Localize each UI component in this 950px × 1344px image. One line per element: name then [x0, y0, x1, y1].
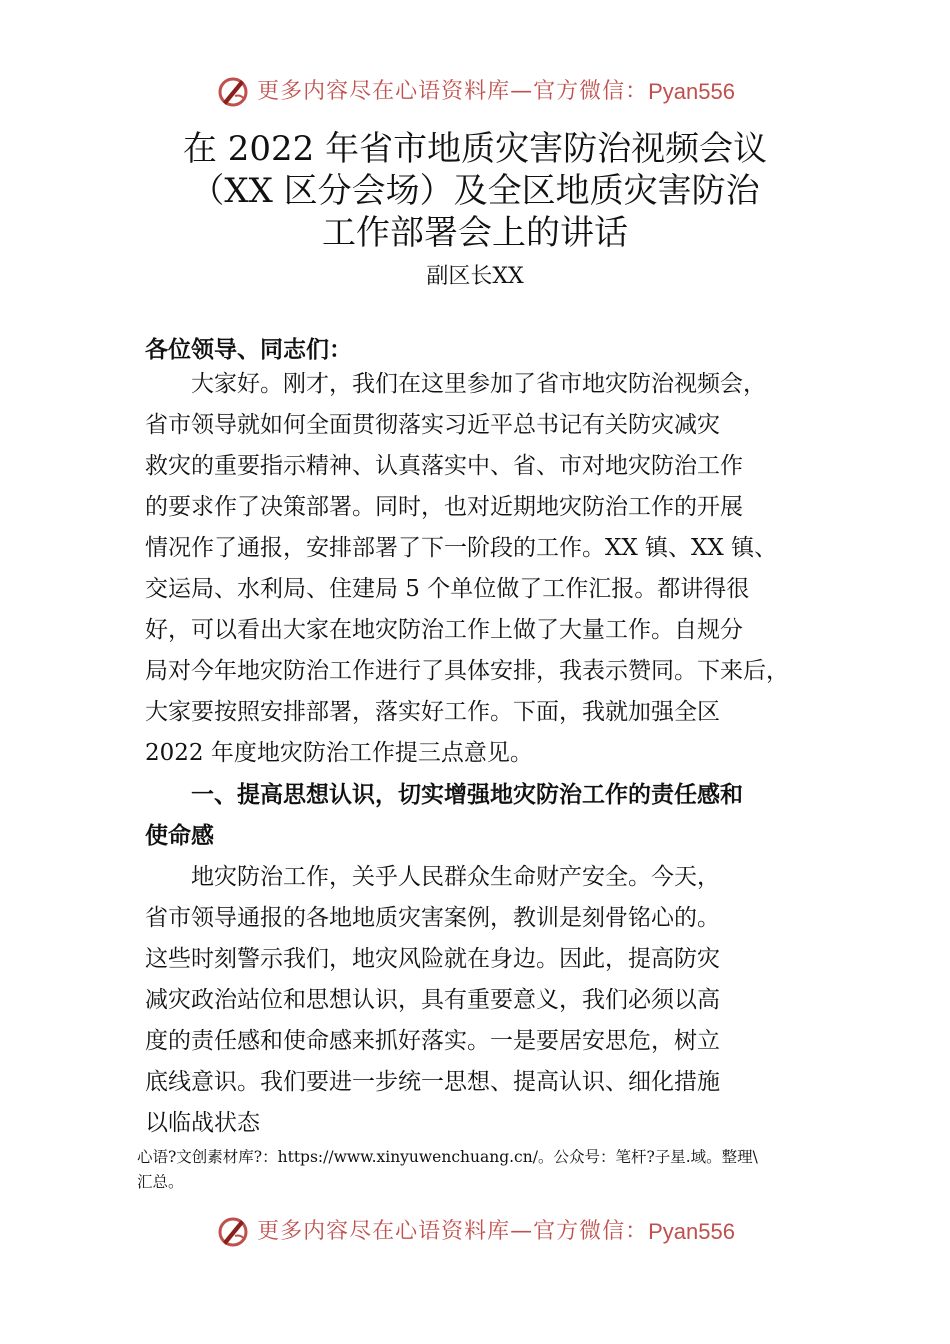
text-line: 的要求作了决策部署。同时，也对近期地灾防治工作的开展 — [145, 494, 743, 520]
heading-line: 使命感 — [145, 823, 214, 849]
salutation: 各位领导、同志们： — [145, 337, 352, 363]
banner-text: 更多内容尽在心语资料库—官方微信： — [257, 79, 649, 104]
text-line: 大家好。刚才，我们在这里参加了省市地灾防治视频会， — [145, 371, 766, 397]
text-line: 救灾的重要指示精神、认真落实中、省、市对地灾防治工作 — [145, 453, 743, 479]
text-line: 省市领导就如何全面贯彻落实习近平总书记有关防灾减灾 — [145, 412, 720, 438]
text-line: 减灾政治站位和思想认识，具有重要意义，我们必须以高 — [145, 987, 720, 1013]
footer-banner — [0, 1212, 950, 1252]
banner-wechat-id: Pyan556 — [648, 79, 735, 104]
text-line: 省市领导通报的各地地质灾害案例，教训是刻骨铭心的。 — [145, 905, 720, 931]
logo-icon — [215, 74, 251, 110]
text-line: 情况作了通报，安排部署了下一阶段的工作。XX 镇、XX 镇、 — [145, 535, 778, 561]
text-line: 以临战状态 — [145, 1110, 260, 1136]
author: 副区长XX — [426, 264, 524, 289]
banner-wechat-id: Pyan556 — [648, 1219, 735, 1244]
text-line: 大家要按照安排部署，落实好工作。下面，我就加强全区 — [145, 699, 720, 725]
text-line: 度的责任感和使命感来抓好落实。一是要居安思危，树立 — [145, 1028, 720, 1054]
title-line-3: 工作部署会上的讲话 — [322, 213, 628, 253]
text-line: 局对今年地灾防治工作进行了具体安排，我表示赞同。下来后， — [145, 658, 789, 684]
header-banner — [0, 72, 950, 112]
text-line: 好，可以看出大家在地灾防治工作上做了大量工作。自规分 — [145, 617, 743, 643]
banner-text: 更多内容尽在心语资料库—官方微信： — [257, 1219, 649, 1244]
text-line: 底线意识。我们要进一步统一思想、提高认识、细化措施 — [145, 1069, 720, 1095]
title-line-1: 在 2022 年省市地质灾害防治视频会议 — [182, 129, 768, 169]
text-line: 这些时刻警示我们，地灾风险就在身边。因此，提高防灾 — [145, 946, 720, 972]
text-line: 交运局、水利局、住建局 5 个单位做了工作汇报。都讲得很 — [145, 576, 750, 602]
footnote-line-2: 汇总。 — [137, 1173, 184, 1191]
footnote-line-1: 心语?文创素材库?：https://www.xinyuwenchuang.cn/。公众号：笔杆?子星.域。整理\ — [137, 1148, 758, 1166]
title-line-2: （XX 区分会场）及全区地质灾害防治 — [190, 171, 760, 211]
text-line: 地灾防治工作，关乎人民群众生命财产安全。今天， — [145, 864, 720, 890]
heading-line: 一、提高思想认识，切实增强地灾防治工作的责任感和 — [145, 782, 743, 808]
text-line: 2022 年度地灾防治工作提三点意见。 — [145, 740, 533, 766]
logo-icon — [215, 1214, 251, 1250]
